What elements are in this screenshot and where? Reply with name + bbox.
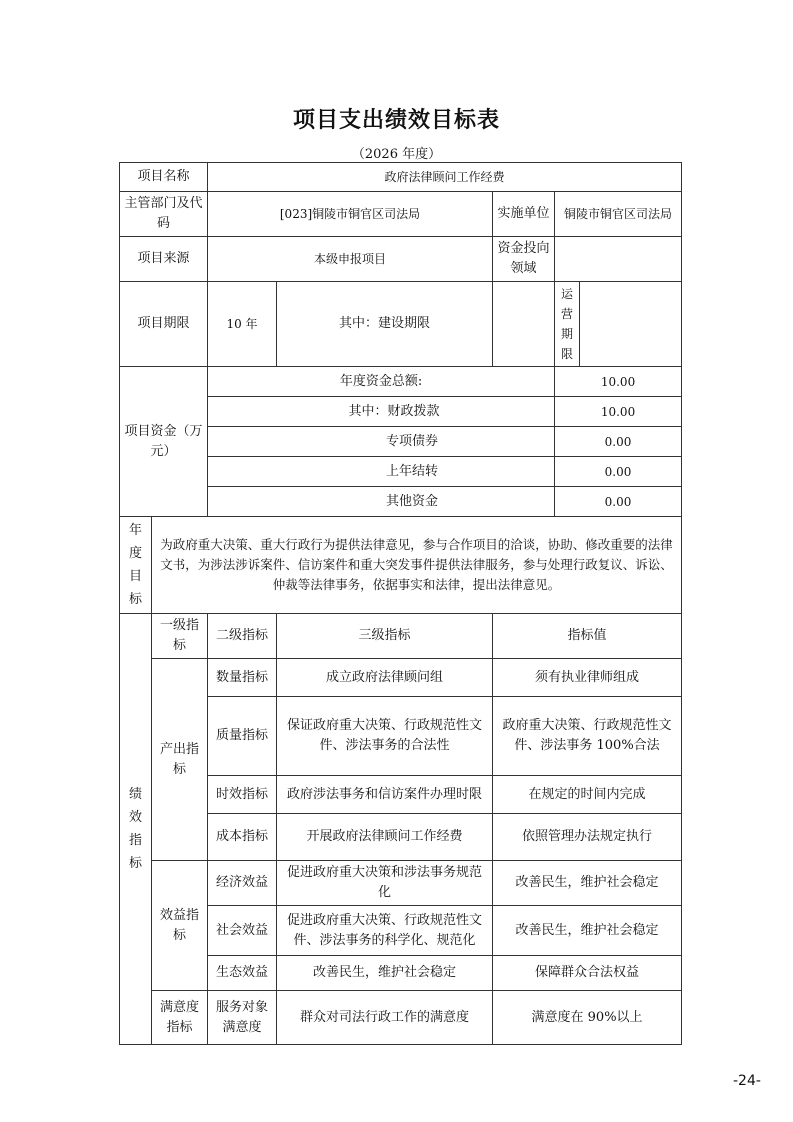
indicator-level2: 服务对象满意度 [208,991,277,1045]
period-value: 10 年 [208,282,277,367]
row-indicator [120,991,682,1045]
build-period-value [493,282,555,367]
annual-goal-text: 为政府重大决策、重大行政行为提供法律意见，参与合作项目的洽谈，协助、修改重要的法律文书，为涉法涉诉案件、信访案件和重大突发事件提供法律服务，参与处理行政复议、诉讼、仲裁等法律事务，依据事实和法律，提出法律意见。 [152,517,682,614]
project-name-label: 项目名称 [120,163,208,192]
indicator-level3: 促进政府重大决策和涉法事务规范化 [277,861,493,906]
row-indicator [120,861,682,906]
fund-total-value: 10.00 [555,367,682,397]
row-project-name [120,163,682,192]
indicator-level2: 经济效益 [208,861,277,906]
row-period [120,282,682,367]
indicator-value: 政府重大决策、行政规范性文件、涉法事务 100%合法 [493,697,682,776]
fiscal-year: （2026 年度） [351,147,442,162]
indicator-level3: 保证政府重大决策、行政规范性文件、涉法事务的合法性 [277,697,493,776]
source-label: 项目来源 [120,237,208,282]
ops-period-label: 运营期限 [555,282,580,367]
indicators-label: 绩效指标 [120,614,152,1045]
unit-label: 实施单位 [493,192,555,237]
fund-other-value: 0.00 [555,487,682,517]
fund-carryover-value: 0.00 [555,457,682,487]
indicator-level2: 时效指标 [208,776,277,814]
header-level3: 三级指标 [277,614,493,659]
indicator-level2: 成本指标 [208,814,277,861]
satisfaction-indicators-label: 满意度指标 [152,991,208,1045]
fund-carryover-label: 上年结转 [208,457,555,487]
output-indicators-label: 产出指标 [152,659,208,861]
indicator-level3: 促进政府重大决策、行政规范性文件、涉法事务的科学化、规范化 [277,906,493,956]
row-indicator [120,659,682,697]
page-number: -24- [733,1073,761,1089]
row-annual-goal [120,517,682,614]
header-level1: 一级指标 [152,614,208,659]
indicator-level2: 质量指标 [208,697,277,776]
row-indicator-header [120,614,682,659]
dept-label: 主管部门及代码 [120,192,208,237]
indicator-level3: 群众对司法行政工作的满意度 [277,991,493,1045]
indicator-value: 改善民生，维护社会稳定 [493,861,682,906]
fund-fiscal-label: 其中：财政拨款 [208,397,555,427]
period-label: 项目期限 [120,282,208,367]
indicator-level3: 政府涉法事务和信访案件办理时限 [277,776,493,814]
page-title: 项目支出绩效目标表 [292,108,500,133]
header-value: 指标值 [493,614,682,659]
row-fund-total [120,367,682,397]
row-source [120,237,682,282]
indicator-level3: 改善民生，维护社会稳定 [277,956,493,991]
benefit-indicators-label: 效益指标 [152,861,208,991]
dept-value: [023]铜陵市铜官区司法局 [208,192,493,237]
project-name-value: 政府法律顾问工作经费 [208,163,682,192]
indicator-value: 在规定的时间内完成 [493,776,682,814]
indicator-level2: 社会效益 [208,906,277,956]
fund-total-label: 年度资金总额: [208,367,555,397]
fund-bonds-value: 0.00 [555,427,682,457]
source-value: 本级申报项目 [208,237,493,282]
performance-target-table [119,162,682,1045]
invest-label: 资金投向领域 [493,237,555,282]
invest-value [555,237,682,282]
indicator-value: 依照管理办法规定执行 [493,814,682,861]
fund-fiscal-value: 10.00 [555,397,682,427]
indicator-value: 保障群众合法权益 [493,956,682,991]
fund-other-label: 其他资金 [208,487,555,517]
row-department [120,192,682,237]
fund-bonds-label: 专项债券 [208,427,555,457]
fund-section-label: 项目资金（万元） [120,367,208,517]
indicator-value: 满意度在 90%以上 [493,991,682,1045]
unit-value: 铜陵市铜官区司法局 [555,192,682,237]
ops-period-value [580,282,682,367]
build-period-label: 其中：建设期限 [277,282,493,367]
indicator-value: 改善民生，维护社会稳定 [493,906,682,956]
indicator-level2: 数量指标 [208,659,277,697]
annual-goal-label: 年度目标 [120,517,152,614]
indicator-value: 须有执业律师组成 [493,659,682,697]
indicator-level3: 成立政府法律顾问组 [277,659,493,697]
indicator-level3: 开展政府法律顾问工作经费 [277,814,493,861]
header-level2: 二级指标 [208,614,277,659]
indicator-level2: 生态效益 [208,956,277,991]
